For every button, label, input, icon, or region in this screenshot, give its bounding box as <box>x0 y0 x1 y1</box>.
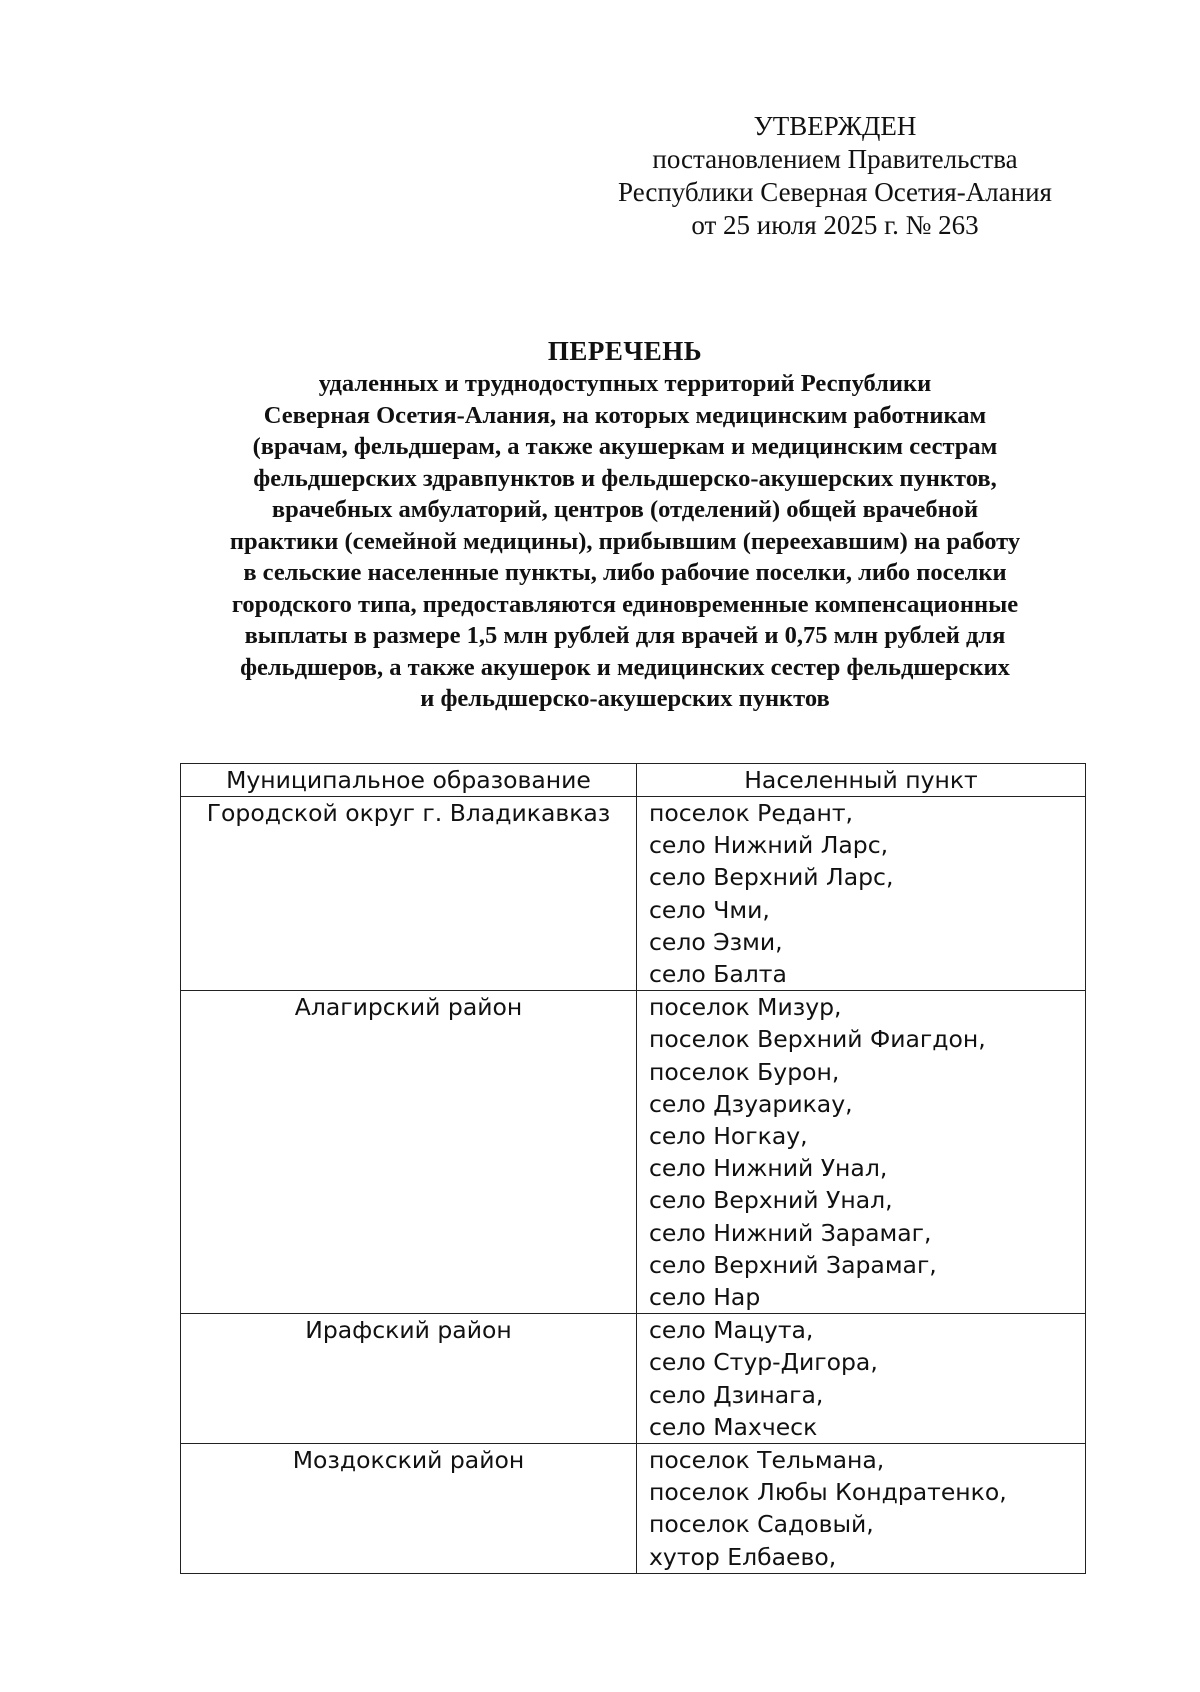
settlement-item: село Верхний Зарамаг, <box>649 1250 937 1279</box>
title-heading: ПЕРЕЧЕНЬ <box>547 336 703 366</box>
title-line: выплаты в размере 1,5 млн рублей для врачей и 0,75 млн рублей для <box>244 622 1006 649</box>
title-line: и фельдшерско-акушерских пунктов <box>420 685 830 712</box>
approval-heading: УТВЕРЖДЕН <box>753 111 917 141</box>
settlement-item: поселок Бурон, <box>649 1057 840 1086</box>
approval-line: Республики Северная Осетия-Алания <box>618 177 1052 207</box>
settlement-item: село Балта <box>649 960 787 989</box>
document-title <box>160 334 1090 715</box>
settlement-item: село Верхний Ларс, <box>649 863 894 892</box>
settlement-item: село Верхний Унал, <box>649 1186 893 1215</box>
title-line: Северная Осетия-Алания, на которых медицинским работникам <box>263 401 987 429</box>
settlement-item: село Ногкау, <box>649 1122 808 1151</box>
settlement-item: село Махческ <box>649 1412 818 1441</box>
settlement-item: село Стур-Дигора, <box>649 1348 878 1377</box>
settlement-item: село Эзми, <box>649 927 783 956</box>
title-line: врачебных амбулаторий, центров (отделений) общей врачебной <box>271 496 979 523</box>
settlement-item: село Нижний Ларс, <box>649 831 889 860</box>
municipality-cell: Ирафский район <box>181 1314 637 1444</box>
settlement-item: село Нижний Зарамаг, <box>649 1218 932 1247</box>
table-header-row <box>181 764 1086 797</box>
settlement-item: поселок Любы Кондратенко, <box>649 1478 1007 1507</box>
title-line: в сельские населенные пункты, либо рабочие поселки, либо поселки <box>243 559 1007 586</box>
approval-stamp <box>600 110 1070 242</box>
settlements-cell <box>637 1444 1086 1574</box>
title-line: городского типа, предоставляются единовременные компенсационные <box>231 590 1019 618</box>
title-line: (врачам, фельдшерам, а также акушеркам и медицинским сестрам <box>252 433 998 460</box>
title-line: практики (семейной медицины), прибывшим (переехавшим) на работу <box>229 527 1021 555</box>
approval-line: постановлением Правительства <box>652 144 1018 174</box>
settlement-item: поселок Редант, <box>649 799 853 827</box>
settlement-item: село Мацута, <box>649 1316 814 1345</box>
column-header-settlement: Населенный пункт <box>637 764 1086 797</box>
settlement-item: поселок Мизур, <box>649 993 842 1022</box>
title-line: фельдшерских здравпунктов и фельдшерско-акушерских пунктов, <box>253 464 997 492</box>
title-line: удаленных и труднодоступных территорий Республики <box>318 370 932 397</box>
table-row <box>181 991 1086 1314</box>
settlement-item: село Нижний Унал, <box>649 1154 888 1183</box>
settlement-item: поселок Верхний Фиагдон, <box>649 1025 986 1054</box>
settlements-cell <box>637 991 1086 1314</box>
settlement-item: село Нар <box>649 1283 761 1312</box>
settlement-item: поселок Тельмана, <box>649 1446 885 1475</box>
settlement-item: село Дзуарикау, <box>649 1089 853 1118</box>
title-line: фельдшеров, а также акушерок и медицинских сестер фельдшерских <box>240 653 1010 681</box>
municipality-cell: Городской округ г. Владикавказ <box>181 797 637 991</box>
settlements-cell <box>637 1314 1086 1444</box>
municipality-cell: Алагирский район <box>181 991 637 1314</box>
table-row <box>181 797 1086 991</box>
settlement-item: хутор Елбаево, <box>649 1542 837 1571</box>
approval-date: от 25 июля 2025 г. № 263 <box>691 210 979 240</box>
settlement-item: село Дзинага, <box>649 1380 824 1409</box>
table-row <box>181 1314 1086 1444</box>
settlement-item: поселок Садовый, <box>649 1510 874 1539</box>
territories-table <box>180 763 1086 1574</box>
column-header-municipality: Муниципальное образование <box>181 764 637 797</box>
municipality-cell: Моздокский район <box>181 1444 637 1574</box>
settlement-item: село Чми, <box>649 895 770 924</box>
table-row <box>181 1444 1086 1574</box>
settlements-cell <box>637 797 1086 991</box>
